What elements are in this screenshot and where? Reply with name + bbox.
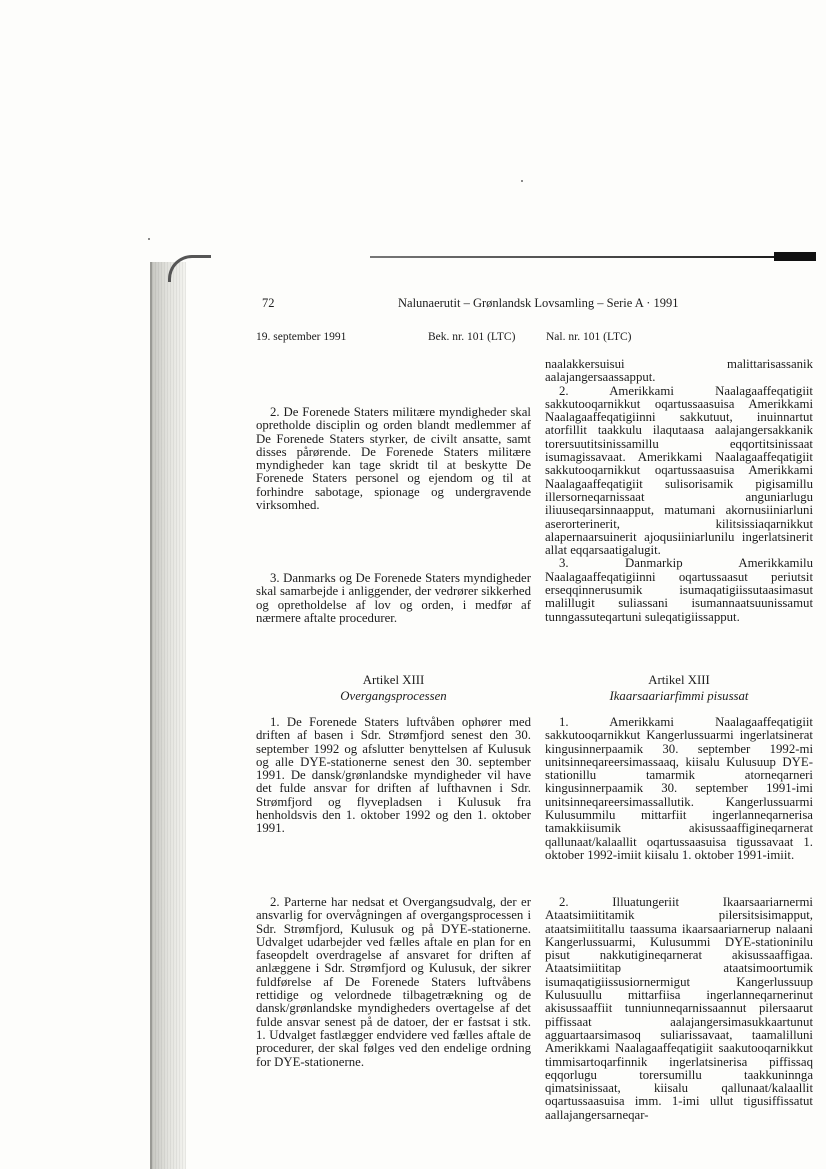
greenlandic-article-heading — [545, 674, 813, 704]
article-subtitle: Ikaarsaariarfimmi pisussat — [609, 689, 749, 704]
danish-article-heading — [256, 674, 531, 704]
article-title: Artikel XIII — [648, 673, 710, 687]
danish-paragraph: 1. De Forenede Staters luftvåben ophører med driften af basen i Sdr. Strømfjord senest den 30. september 1992 og afslutter benyttelsen af Kulusuk og alle DYE-stationerne senest den 30. september 1991. De dansk/grønlandske myndigheder vil have det fulde ansvar for driften af lufthavnen i Sdr. Strømfjord og flyvepladsen i Kulusuk fra henholdsvis den 1. oktober 1992 og den 1. oktober 1991. — [256, 715, 531, 836]
danish-section-2 — [256, 406, 531, 512]
publication-title: Nalunaerutit – Grønlandsk Lovsamling – Serie A · 1991 — [398, 296, 679, 310]
danish-article-1 — [256, 716, 531, 836]
greenlandic-paragraph: naalakkersuisui malittarisassanik aalajangersaassapput. — [545, 357, 813, 385]
scan-page-curl — [168, 255, 211, 282]
scan-page-edge — [150, 262, 186, 1169]
greenlandic-article-2 — [545, 896, 813, 1122]
danish-section-3 — [256, 572, 531, 625]
danish-paragraph: 2. De Forenede Staters militære myndigheder skal opretholde disciplin og orden blandt medlemmer af De Forenede Staters styrker, de civilt ansatte, samt disses pårørende. De Forenede Staters militære myndigheder kan tage skridt til at beskytte De Forenede Staters personel og ejendom og til at forhindre sabotage, spionage og undergravende virksomhed. — [256, 405, 531, 513]
top-scan-rule — [370, 252, 816, 260]
article-title: Artikel XIII — [362, 673, 425, 687]
greenlandic-paragraph: 1. Amerikkami Naalagaaffeqatigiit sakkutooqarnikkut Kangerlussuarmi ingerlatsinerat kingusinnerpaamik 30. september 1992-mi unitsinneqareersimassaaq, kiisalu Kulusuup DYE-stationillu tamarmik atorneqarneri kingusinnerpaamik 30. september 1991-imi unitsinneqareersimassallutik. Kangerlussuarmi Kulusummilu mittarfiit ingerlanneqarnerisa tamakkiisumik akisussaaffigineqarnerat qallunaat/kalaallit oqartussaasuisa tigussavaat 1. oktober 1992-imiit kiisalu 1. oktober 1991-imiit. — [545, 715, 813, 862]
document-date: 19. september 1991 — [256, 331, 347, 343]
rule-blot — [774, 252, 816, 261]
danish-paragraph: 2. Parterne har nedsat et Overgangsudvalg, der er ansvarlig for overvågningen af overgangsprocessen i Sdr. Strømfjord, Kulusuk og på DYE-stationerne. Udvalget udarbejder ved fælles aftale en plan for en faseopdelt overdragelse af ansvaret for driften af anlæggene i Sdr. Strømfjord og Kulusuk, der sikrer fuldførelse af De Forenede Staters luftvåbens rettidige og velordnede tilbagetrækning og de dansk/grønlandske myndigheders overtagelse af det fulde ansvar senest på de datoer, der er fastsat i stk. 1. Udvalget fastlægger endvidere ved fælles aftale de procedurer, der skal følges ved den endelige ordning for DYE-stationerne. — [256, 895, 531, 1069]
rule-line — [370, 256, 816, 258]
greenlandic-continuation — [545, 358, 813, 624]
greenlandic-paragraph: 2. Amerikkami Naalagaaffeqatigiit sakkutooqarnikkut oqartussaasuisa Amerikkami Naalagaaffeqatigiinni sakkutuut, inuinnartut atorfillit taakkulu ilaqutaasa aalajangersakkanik torersuutitsinissamillu eqqortitsinissaat isumagissavaat. Amerikkami Naalagaaffeqatigiit sakkutooqarnikkut oqartussaasuisa Amerikkami Naalagaaffeqatigiit sulisorisamik pigisamillu illersorneqarnissaat anguniarlugu iliuuseqarsinnaapput, matumani akornusiiniarluni aserorterinerit, kilitsissiaqarnikkut alapernaarsuinerit ajoqusiiniarlunilu ingerlatsinerit allat eqqarsaatigalugit. — [545, 383, 813, 558]
article-subtitle: Overgangsprocessen — [340, 689, 447, 704]
scan-speck — [521, 180, 523, 182]
scan-speck — [148, 238, 150, 240]
page-number: 72 — [262, 296, 275, 310]
greenlandic-paragraph: 2. Illuatungeriit Ikaarsaariarnermi Ataatsimiititamik pilersitsisimapput, ataatsimiititallu taassuma ikaarsaariarnerup nalaani Kangerlussuarmi, Kulusummi DYE-stationinilu pisut nakkutigineqarnerat akisussaaffigaa. Ataatsimiititap ataatsimoortumik isumaqatigiissusiornermigut Kangerlussuup Kulusuullu mittarfiisa ingerlanneqarnerinut akisussaaffiit tunniunneqarnissaannut pilersaarut piffissaat aalajangersimasukkaartunut agguartaarsimasoq suliarissavaat, taamalilluni Amerikkami Naalagaaffeqatigiit saakutooqarnikkut timmisartoqarfinnik ingerlatsinerisa piffissaq eqqorlugu torersumillu taakkuninnga qimatsinissaat, kiisalu qallunaat/kalaallit oqartussaasuisa imm. 1-imi ullut tigusiffissatut aallajangersarneqar- — [545, 895, 813, 1122]
danish-paragraph: 3. Danmarks og De Forenede Staters myndigheder skal samarbejde i anliggender, der vedrører sikkerhed og opretholdelse af lov og orden, i medfør af nærmere aftalte procedurer. — [256, 571, 531, 625]
danish-reference: Bek. nr. 101 (LTC) — [428, 331, 516, 343]
greenlandic-article-1 — [545, 716, 813, 862]
greenlandic-paragraph: 3. Danmarkip Amerikkamilu Naalagaaffeqatigiinni oqartussaasut periutsit erseqqinnerusumik isumaqatigiissutaasimasut malillugit suliassani isumannaatsuunissamut tunngassuteqartuni suleqatigiissapput. — [545, 556, 813, 624]
greenlandic-reference: Nal. nr. 101 (LTC) — [546, 331, 632, 343]
danish-article-2 — [256, 896, 531, 1069]
